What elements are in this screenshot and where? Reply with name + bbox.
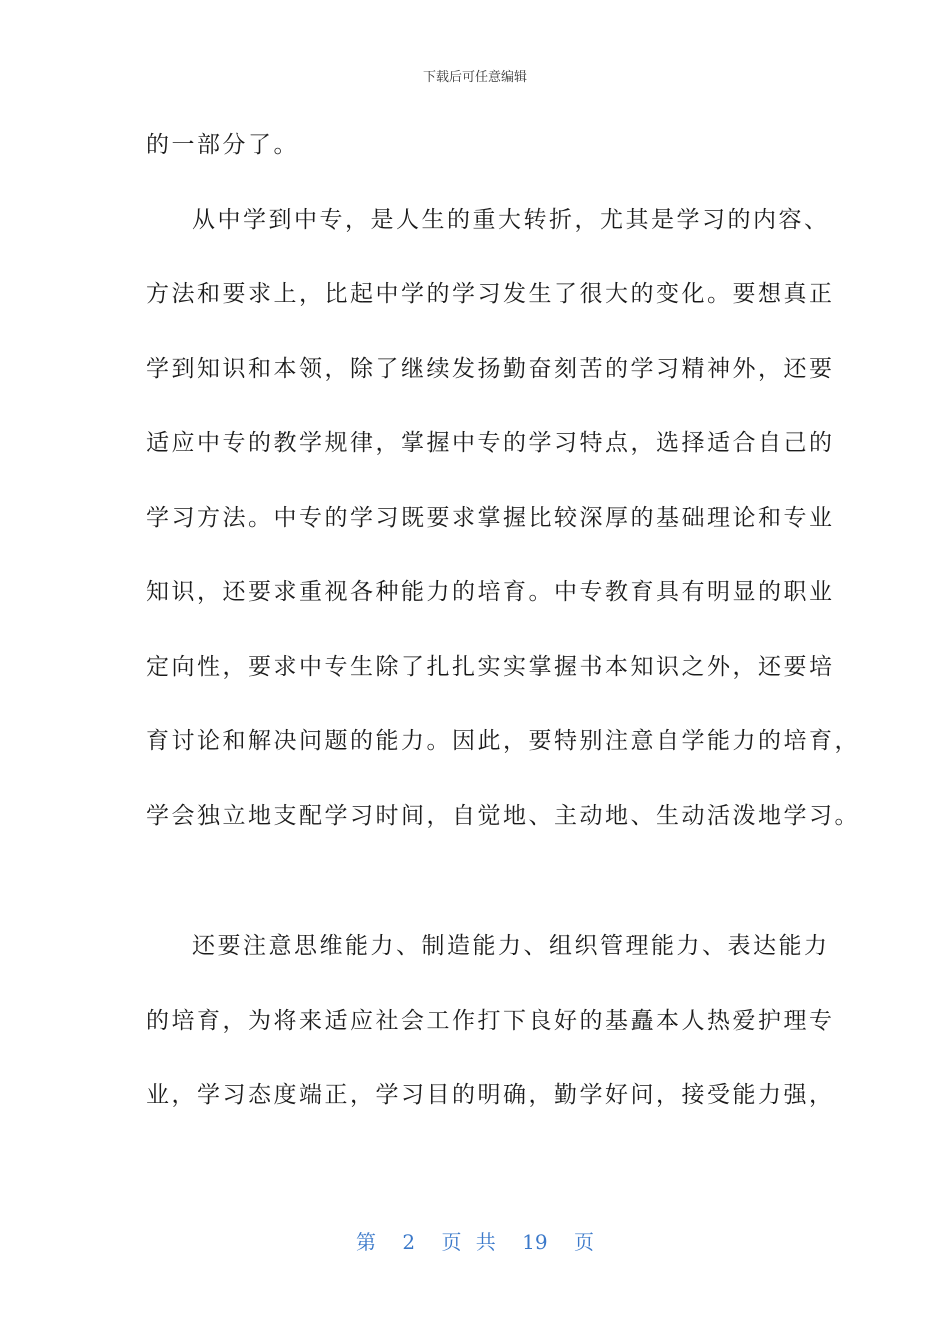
paragraph-2-line-4: 适应中专的教学规律，掌握中专的学习特点，选择适合自己的 [146,430,835,456]
footer-suffix: 页 [573,1230,594,1254]
paragraph-2-line-2: 方法和要求上，比起中学的学习发生了很大的变化。要想真正 [146,281,835,307]
paragraph-2-line-5: 学习方法。中专的学习既要求掌握比较深厚的基础理论和专业 [146,504,835,531]
paragraph-2-line-9: 学会独立地支配学习时间，自觉地、主动地、生动活泼地学习。 [146,802,860,829]
paragraph-spacer [146,865,806,921]
footer-middle: 页 共 [441,1230,496,1254]
page-footer [0,1226,950,1255]
page-header [0,66,950,85]
paragraph-2-line-3: 学到知识和本领，除了继续发扬勤奋刻苦的学习精神外，还要 [146,355,835,382]
footer-total-pages: 19 [522,1230,548,1254]
header-text: 下载后可任意编辑 [422,70,527,85]
document-body [146,120,860,1145]
footer-current-page: 2 [402,1230,416,1254]
paragraph-1-line-1: 的一部分了。 [146,132,299,158]
paragraph-3-line-3: 业，学习态度端正，学习目的明确，勤学好问，接受能力强， [146,1082,835,1108]
footer-prefix: 第 [356,1230,376,1254]
paragraph-2-line-6: 知识，还要求重视各种能力的培育。中专教育具有明显的职业 [146,579,835,605]
paragraph-3-line-2: 的培育，为将来适应社会工作打下良好的基矗本人热爱护理专 [146,1007,835,1034]
paragraph-2-line-1: 从中学到中专，是人生的重大转折，尤其是学习的内容、 [192,206,830,233]
paragraph-3-line-1: 还要注意思维能力、制造能力、组织管理能力、表达能力 [192,933,830,959]
paragraph-2-line-8: 育讨论和解决问题的能力。因此，要特别注意自学能力的培育， [146,728,860,754]
paragraph-2-line-7: 定向性，要求中专生除了扎扎实实掌握书本知识之外，还要培 [146,653,835,680]
